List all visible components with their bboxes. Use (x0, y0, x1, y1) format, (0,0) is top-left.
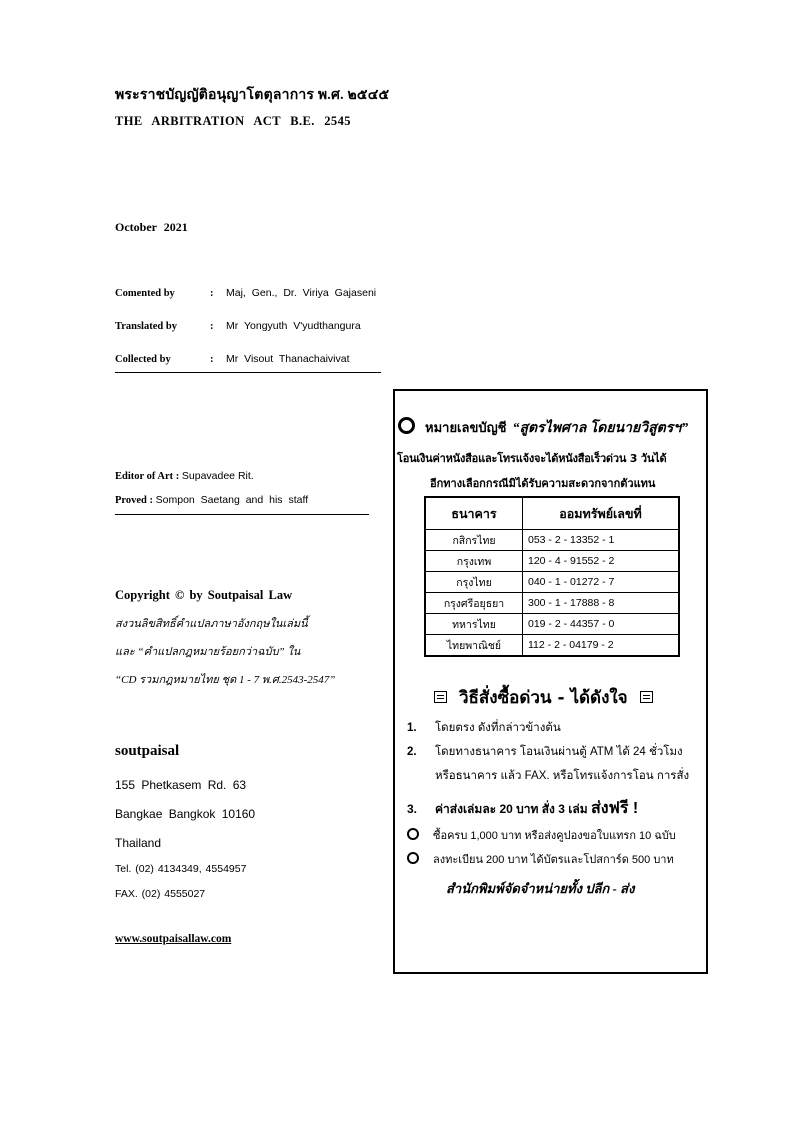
bank-name: กรุงไทย (425, 572, 523, 593)
order-title: วิธีสั่งซื้อด่วน - ได้ดังใจ (459, 688, 628, 708)
account-label: หมายเลขบัญชี (425, 420, 507, 435)
table-row (425, 572, 679, 593)
order-step-2-continued: หรือธนาคาร แล้ว FAX. หรือโทรแจ้งการโอน การสั่ง (435, 770, 690, 782)
step-text: โดยตรง ดังที่กล่าวข้างต้น (435, 722, 561, 734)
copyright-thai-line: สงวนลิขสิทธิ์คำแปลภาษาอังกฤษในเล่มนี้ (115, 618, 308, 630)
credit-label: Translated by (115, 321, 177, 332)
bullet-item (407, 826, 676, 844)
credit-collected (115, 353, 350, 365)
publication-date: October 2021 (115, 220, 188, 234)
step-text: โดยทางธนาคาร โอนเงินผ่านตู้ ATM ได้ 24 ชั่วโมง (435, 746, 683, 758)
table-row (425, 593, 679, 614)
credit-colon: : (210, 354, 214, 365)
bullet-item (407, 850, 674, 868)
note-icon (640, 691, 653, 703)
circle-bullet-icon (398, 417, 415, 434)
table-row (425, 635, 679, 657)
step-number: 3. (407, 802, 418, 816)
wholesale-retail-note: สำนักพิมพ์จัดจำหน่ายทั้ง ปลีก - ส่ง (446, 881, 635, 896)
proved-by (115, 494, 308, 506)
order-heading (422, 684, 665, 711)
account-number: 112 - 2 - 04179 - 2 (523, 635, 680, 657)
account-heading (398, 417, 688, 439)
table-row (425, 614, 679, 635)
table-header-row (425, 497, 679, 530)
bullet-text: ลงทะเบียน 200 บาท ได้บัตรและโปสการ์ด 500 บาท (433, 854, 674, 866)
transfer-notice: โอนเงินค่าหนังสือและโทรแจ้งจะได้หนังสือเร็วด่วน 3 วันได้ (397, 452, 667, 465)
bank-name: ไทยพาณิชย์ (425, 635, 523, 657)
bank-name: กสิกรไทย (425, 530, 523, 551)
bullet-text: ซื้อครบ 1,000 บาท หรือส่งคูปองขอใบแทรก 10 ฉบับ (433, 830, 676, 842)
copyright-thai-line: และ “คำแปลกฎหมายร้อยกว่าฉบับ” ใน (115, 646, 301, 658)
credit-colon: : (210, 288, 214, 299)
account-number: 300 - 1 - 17888 - 8 (523, 593, 680, 614)
step-number: 1. (407, 722, 417, 734)
editor-of-art (115, 470, 254, 482)
credit-label: Comented by (115, 288, 175, 299)
credit-colon: : (210, 321, 214, 332)
divider (115, 372, 381, 373)
account-number: 120 - 4 - 91552 - 2 (523, 551, 680, 572)
fax: FAX. (02) 4555027 (115, 888, 206, 900)
step-number: 2. (407, 746, 417, 758)
column-header-account: ออมทรัพย์เลขที่ (523, 497, 680, 530)
circle-bullet-icon (407, 852, 419, 864)
credit-label: Collected by (115, 354, 171, 365)
address-line: Bangkae Bangkok 10160 (115, 807, 256, 821)
table-row (425, 551, 679, 572)
order-step-1 (407, 719, 561, 737)
step-text: ค่าส่งเล่มละ 20 บาท สั่ง 3 เล่ม (435, 802, 588, 816)
editor-value: Supavadee Rit. (181, 470, 254, 482)
address-line: 155 Phetkasem Rd. 63 (115, 778, 247, 792)
title-thai: พระราชบัญญัติอนุญาโตตุลาการ พ.ศ. ๒๕๔๕ (115, 88, 390, 103)
proved-label: Proved : (115, 495, 154, 506)
account-name: “สูตรไพศาล โดยนายวิสูตรฯ” (512, 421, 689, 436)
note-icon (434, 691, 447, 703)
credit-commented (115, 287, 376, 299)
divider (115, 514, 369, 515)
credit-value: Mr Yongyuth V'yudthangura (226, 320, 361, 332)
proved-value: Sompon Saetang and his staff (155, 494, 309, 506)
column-header-bank: ธนาคาร (425, 497, 523, 530)
editor-label: Editor of Art : (115, 471, 180, 482)
account-number: 053 - 2 - 13352 - 1 (523, 530, 680, 551)
circle-bullet-icon (407, 828, 419, 840)
credit-value: Maj, Gen., Dr. Viriya Gajaseni (226, 287, 377, 299)
website-link[interactable]: www.soutpaisallaw.com (115, 933, 232, 945)
table-row (425, 530, 679, 551)
account-number: 040 - 1 - 01272 - 7 (523, 572, 680, 593)
address-line: Thailand (115, 836, 162, 850)
order-step-3 (407, 796, 638, 821)
account-number: 019 - 2 - 44357 - 0 (523, 614, 680, 635)
order-step-2 (407, 743, 683, 761)
credit-translated (115, 320, 361, 332)
title-english: THE ARBITRATION ACT B.E. 2545 (115, 114, 351, 128)
bank-name: กรุงเทพ (425, 551, 523, 572)
alternative-notice: อีกทางเลือกกรณีมิได้รับความสะดวกจากตัวแทน (430, 477, 656, 490)
bank-name: กรุงศรีอยุธยา (425, 593, 523, 614)
bank-name: ทหารไทย (425, 614, 523, 635)
bank-accounts-table (424, 496, 680, 657)
copyright-thai-line: “CD รวมกฎหมายไทย ชุด 1 - 7 พ.ศ.2543-2547” (115, 674, 336, 686)
publisher-name: soutpaisal (115, 743, 180, 759)
copyright-line: Copyright © by Soutpaisal Law (115, 588, 293, 602)
telephone: Tel. (02) 4134349, 4554957 (115, 863, 247, 875)
free-shipping-highlight: ส่งฟรี ! (590, 800, 639, 817)
credit-value: Mr Visout Thanachaivivat (226, 353, 350, 365)
